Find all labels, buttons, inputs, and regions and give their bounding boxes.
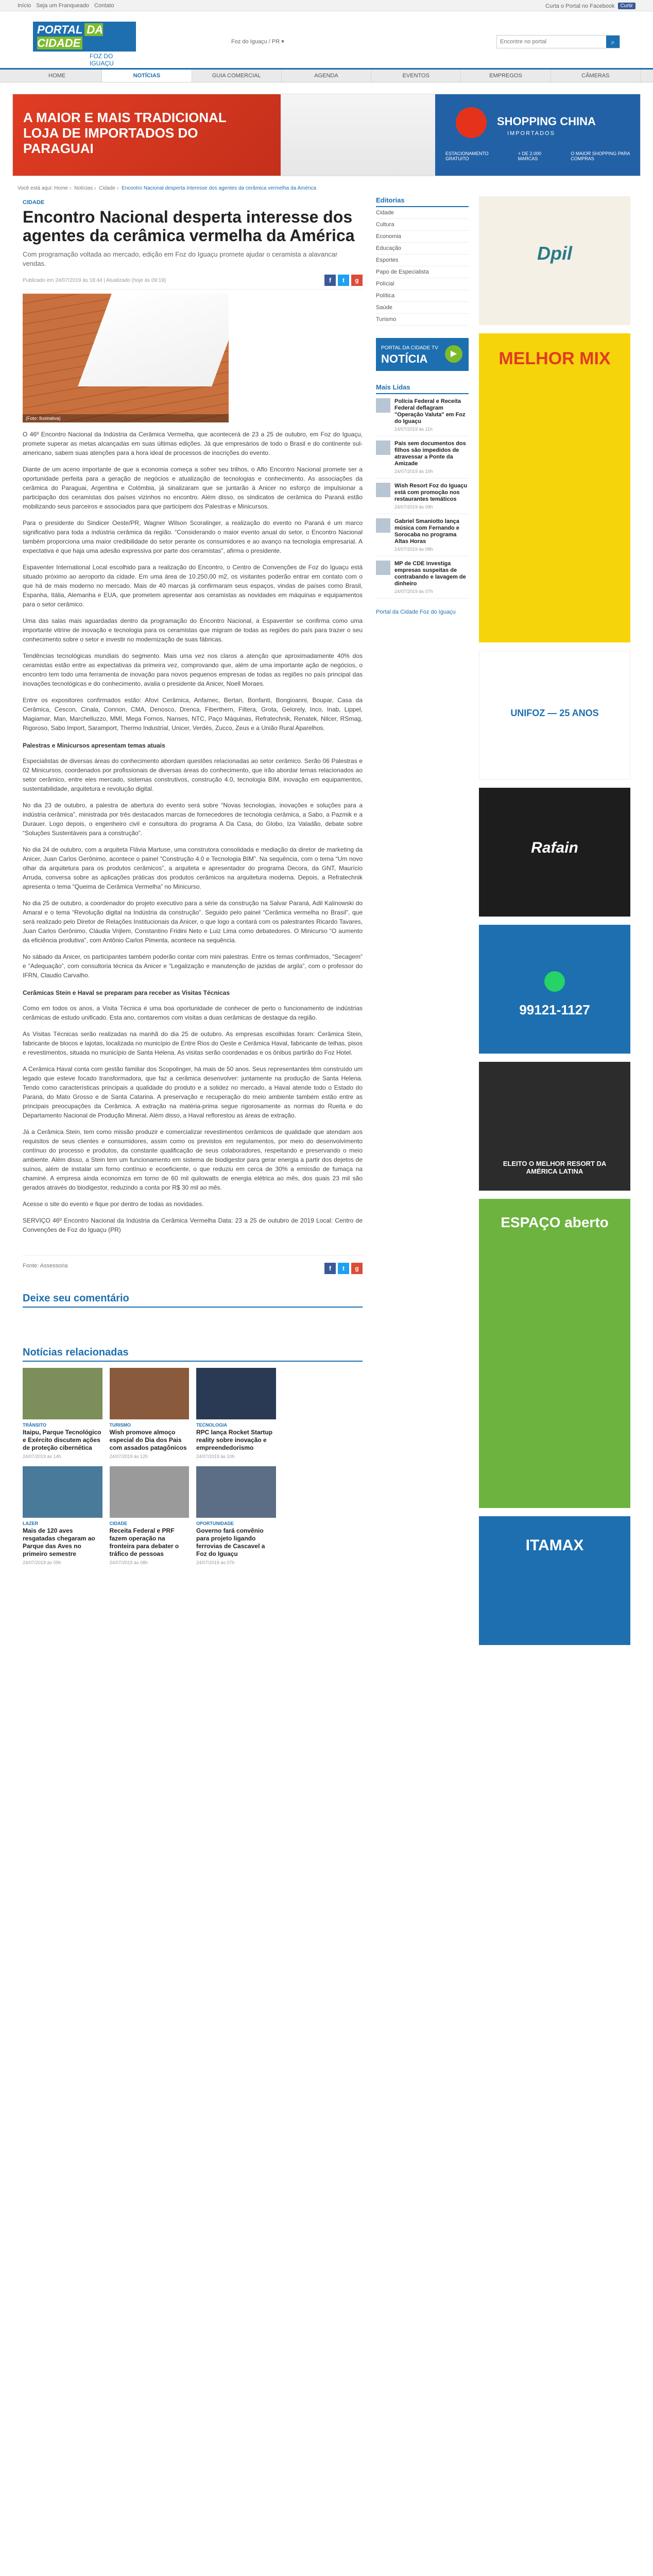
ad-whatsapp[interactable] (479, 925, 630, 1054)
related-category: CIDADE (109, 1521, 128, 1526)
nav-agenda[interactable]: AGENDA (282, 70, 371, 82)
banner-brand: SHOPPING CHINA (497, 115, 596, 128)
related-date: 24/07/2019 às 12h (109, 1454, 148, 1459)
nav-business-guide[interactable]: GUIA COMERCIAL (192, 70, 282, 82)
breadcrumb-category[interactable]: Cidade (99, 185, 115, 191)
paragraph: Tendências tecnológicas mundiais do segmento. Mais uma vez nos claros a atenção que aproximadamente 40% dos ceramistas estão entre as expectativas da primeira vez, comprovando que, além de uma importante ação de negócios, o encontro tem todo uma ferramenta de inovação para novos pequenos empresas de todas as regiões no país principal das inovações tecnológicas e do conhecimento, avalia o presidente da Anicer, Noell Moraes. (23, 652, 363, 687)
ad-melhor-mix[interactable] (479, 333, 630, 642)
ad-espaco-aberto[interactable] (479, 1199, 630, 1508)
editoria-link[interactable]: Educação (376, 243, 469, 255)
paragraph: Especialistas de diversas áreas do conhecimento abordam questões relacionadas ao setor cerâmico. Serão 06 Palestras e 02 Minicursos, coordenados por profissionais de diversas áreas do conhecimento, que irão abordar temas relacionados ao setor cerâmico, entre eles mercado, sistemas construtivos, construção 4.0, tecnologia BIM, inovação em equipamentos, sustentabilidade, arquitetura e revolução digital. (23, 757, 363, 792)
location-selector[interactable]: Foz do Iguaçu / PR ▾ (231, 39, 284, 45)
ad-text: 99121-1127 (519, 1002, 590, 1018)
nav-news[interactable]: NOTÍCIAS (102, 70, 192, 82)
related-grid (23, 1368, 363, 1565)
editoria-link[interactable]: Cultura (376, 219, 469, 231)
tv-title: NOTÍCIA (381, 352, 428, 365)
site-logo[interactable] (33, 22, 136, 67)
sidebar (376, 196, 469, 615)
main-nav (0, 68, 653, 82)
most-read-title: Mais Lidas (376, 383, 469, 394)
related-card[interactable] (23, 1466, 102, 1565)
article-lead: Com programação voltada ao mercado, edição em Foz do Iguaçu promete ajudar o ceramista a alavancar vendas. (23, 250, 338, 267)
related-image (23, 1368, 102, 1419)
facebook-share-icon[interactable]: f (324, 275, 336, 286)
googleplus-share-icon[interactable]: g (351, 275, 363, 286)
related-card-empty (283, 1368, 363, 1459)
paragraph: No dia 24 de outubro, com a arquiteta Flávia Martuse, uma construtora consolidada e mediação da diretor de marketing da Anicer, Juan Carlos Gerônimo, acontece o painel “Construção 4.0 e Tecnologia BIM”. Na sequência, com o tema “Um novo olhar da arquitetura para os produtos cerâmicos”, a arquiteta e apresentador do programa Decora, da GNT, Maurício Arruda, conversa sobre as aplicações práticas dos produtos cerâmicos na arquitetura moderna. Depois, a Refratechnik apresenta o tema “Queima de Cerâmica Vermelha” no Minicurso. (23, 846, 363, 890)
paragraph: No dia 25 de outubro, a coordenador do projeto executivo para a série da construção na Salvar Paraná, Adil Kalinowski do Amaral e o tema “Revolução digital na Indústria da construção”. Seguido pelo painel “Cerâmica vermelha no Brasil”, que será realizado pelo Diretor de Relações Institucionais da Anicer, o que logo a contará com os palestrantes Ricardo Tavares, Juan Carlos Gerônimo, Cláudia Vrijlem, Constantino Fridini Neto e Luiz Lima como debatedores. O Minicurso “O aumento da eficiência produtiva”, com Antônio Carlos Pimenta, acontece na sequência. (23, 900, 363, 944)
ad-dpil[interactable] (479, 196, 630, 325)
paragraph: O 46º Encontro Nacional da Indústria da Cerâmica Vermelha, que acontecerá de 23 a 25 de outubro, em Foz do Iguaçu, promete superar as metas alcançadas em suas últimas edições. Já que empresários de todo o Brasil e do continente sul-americano, sabem suas atenções para a hora ideal de processos de inscrições do evento. (23, 431, 363, 456)
related-date: 24/07/2019 às 10h (196, 1454, 235, 1459)
ad-rafain[interactable] (479, 788, 630, 917)
paragraph: Diante de um aceno importante de que a economia começa a sofrer seu trilhos, o Aflo Encontro Nacional promete ser a oportunidade perfeita para a geração de negócios e atualização de tecnologias e conhecimento. As associações da cerâmica do Paraguai, Argentina e Colômbia, já sinalizaram que se juntarão à Anicer no esforço de impulsionar a participação dos ceramistas dos países vizinhos no encontro. Além disso, os sindicatos de cerâmica do Paraná estão mobilizando seus parceiros e associados para que participem dos Palestras e Minicursos. (23, 466, 363, 510)
related-date: 24/07/2019 às 09h (23, 1560, 61, 1565)
most-read-headline: Pais sem documentos dos filhos são impedidos de atravessar a Ponte da Amizade (394, 440, 466, 467)
most-read-item[interactable] (376, 479, 469, 514)
ad-column (479, 196, 630, 1653)
most-read-date: 24/07/2019 às 10h (394, 469, 433, 474)
paragraph: Espaventer International Local escolhido para a realização do Encontro, o Centro de Convenções de Foz do Iguaçu está situado próximo ao aeroporto da cidade. Em uma área de 10.250,00 m2, os visitantes poderão entrar em contato com o que há de mais moderno no mercado. Mais de 40 marcas já confirmaram seus espaços, vindas de países como Brasil, Espanha, Itália, Alemanha e EUA, que prometem apresentar aos ceramistas as novidades em máquinas e equipamentos para o setor cerâmico. (23, 564, 363, 608)
top-bar (0, 0, 653, 11)
related-card[interactable] (23, 1368, 102, 1459)
shopping-china-logo-icon (456, 107, 487, 138)
photo-caption: (Foto: Ilustrativa) (23, 414, 229, 422)
paragraph: No dia 23 de outubro, a palestra de abertura do evento será sobre “Novas tecnologias, inovações e soluções para a indústria cerâmica”, ministrada por três destacados marcas de fornecedores de tecnologia cerâmica, a Sabo, a Pazmik e a Durauer. Logo depois, o engenheiro civil e consultora do programa A Da Casa, do Globo, Iza Valadão, debate sobre “Soluções Sustentáveis para a construção”. (23, 802, 363, 837)
ad-text: ESPAÇO aberto (501, 1214, 609, 1230)
paragraph: Entre os expositores confirmados estão: Afovi Cerâmica, Anfamec, Bertan, Bonfanti, Bongioanni, Boupar, Casa da Cerâmica, Cescon, Cinala, Connon, CMA, Denosco, Drenca, Fiberthern, Filtera, Grota, Gelorely, Inco, Inab, Lippel, Magiamar, Man, Marchelluzzo, MMI, Mega Fornos, Nanses, NTC, Paço Máquinas, Refratechnik, Renatek, Nilcer, RSmag, Rigoroso, Sabo Import, Saramport, Thermo Industrial, Unicer, Verdés, Zucco, Zeus e a União Rural Aparelhos. (23, 697, 363, 732)
paragraph: Já a Cerâmica Stein, tem como missão produzir e comercializar revestimentos cerâmicos de qualidade que atendam aos requisitos de seus clientes e consumidores, assim como os previstos em regulamentos, por meio do desenvolvimento contínuo do processo e produtos, da constante qualificação de seus colaboradores, respeitando e preservando o meio ambiente. Além disso, a Stein tem um funcionamento em sistema de biodigestor para gerar energia a partir dos dejetos de suínos, além de instalar um forno contínuo e ecoeficiente, o que reduziu em cerca de 30% a emissão de fumaça na chaminé. A empresa ainda economiza em torno de 60 mil quilowatts de energia elétrica ao mês, dos quais 23 mil são gerados através do biodigestor, reduzindo a conta por R$ 30 mil ao mês. (23, 1128, 363, 1191)
banner-feature: + DE 2.000 MARCAS (518, 151, 542, 161)
breadcrumb-current: Encontro Nacional desperta interesse dos agentes da cerâmica vermelha da América (122, 185, 317, 191)
related-image (23, 1466, 102, 1518)
ad-text: ELEITO O MELHOR RESORT DA AMÉRICA LATINA (503, 1160, 607, 1175)
most-read-date: 24/07/2019 às 09h (394, 504, 433, 510)
comments-title: Deixe seu comentário (23, 1293, 363, 1308)
related-category: TURISMO (109, 1422, 131, 1428)
twitter-share-icon[interactable]: t (338, 275, 349, 286)
editoria-link[interactable]: Economia (376, 231, 469, 243)
most-read-thumb (376, 483, 390, 497)
related-category: TRÂNSITO (23, 1422, 46, 1428)
related-image (196, 1368, 276, 1419)
related-category: LAZER (23, 1521, 38, 1526)
related-image (110, 1368, 190, 1419)
comments-area[interactable] (23, 1308, 363, 1328)
banner-feature: ESTACIONAMENTO GRATUITO (445, 151, 489, 161)
banner-product-image (281, 94, 435, 176)
nav-events[interactable]: EVENTOS (371, 70, 461, 82)
logo-city: DA CIDADE (37, 23, 104, 49)
editoria-link[interactable]: Esportes (376, 255, 469, 266)
most-read-date: 24/07/2019 às 07h (394, 589, 433, 594)
facebook-share-icon[interactable]: f (324, 1263, 336, 1274)
most-read-headline: Wish Resort Foz do Iguaçu está com promoção nos restaurantes temáticos (394, 483, 468, 502)
related-headline: Mais de 120 aves resgatadas chegaram ao Parque das Aves no primeiro semestre (23, 1527, 95, 1557)
related-date: 24/07/2019 às 08h (109, 1560, 148, 1565)
paragraph: Como em todos os anos, a Visita Técnica é uma boa oportunidade de conhecer de perto o funcionamento de indústrias cerâmicas de estudo unificado. Esta ano, contaremos com visitas a duas cerâmicas de destaque da região. (23, 1005, 363, 1021)
nav-home[interactable]: HOME (12, 70, 102, 82)
editorias-title: Editorias (376, 196, 469, 207)
nav-cameras[interactable]: CÂMERAS (551, 70, 641, 82)
ad-text: MELHOR MIX (499, 349, 611, 368)
most-read-thumb (376, 440, 390, 455)
related-image (196, 1466, 276, 1518)
related-card[interactable] (196, 1368, 276, 1459)
most-read-date: 24/07/2019 às 08h (394, 547, 433, 552)
editoria-link[interactable]: Saúde (376, 302, 469, 314)
breadcrumb: Você está aqui: Home › Notícias › Cidade › Encontro Nacional desperta interesse dos agentes da cerâmica vermelha da América (18, 185, 317, 191)
most-read-item[interactable] (376, 436, 469, 479)
most-read-item[interactable] (376, 514, 469, 556)
chevron-down-icon: ▾ (281, 39, 284, 45)
logo-text: PORTAL (37, 23, 83, 36)
ad-itamax[interactable] (479, 1516, 630, 1645)
paragraph[interactable]: Acesse o site do evento e fique por dentro de todas as novidades. (23, 1200, 204, 1208)
editoria-link[interactable]: Política (376, 290, 469, 302)
article-date: Publicado em 24/07/2019 às 18:44 | Atualizado (hoje às 09:19) (23, 277, 166, 283)
banner-headline: A MAIOR E MAIS TRADICIONAL LOJA DE IMPORTADOS DO PARAGUAI (23, 110, 227, 156)
most-read-item[interactable] (376, 394, 469, 436)
article-category[interactable]: CIDADE (23, 199, 45, 206)
related-category: TECNOLOGIA (196, 1422, 227, 1428)
related-date: 24/07/2019 às 07h (196, 1560, 235, 1565)
subheading: Cerâmicas Stein e Haval se preparam para receber as Visitas Técnicas (23, 989, 230, 996)
most-read (376, 383, 469, 599)
topbar-facebook-text: Curta o Portal no Facebook (545, 3, 615, 9)
article (23, 196, 363, 1565)
article-title: Encontro Nacional desperta interesse dos agentes da cerâmica vermelha da América (23, 208, 355, 245)
breadcrumb-label: Você está aqui: (18, 185, 53, 191)
search-input[interactable] (497, 36, 606, 48)
paragraph: A Cerâmica Haval conta com gestão familiar dos Scopolinger, há mais de 50 anos. Seus representantes têm construído um legado que esteve focado transformadora, que faz a cerâmica desenvolver: juntamente na produção de Santa Helena. Tendo como características principais a qualidade do produto e a solidez no mercado, a Haval atende todo o Estado do Paraná, do Mato Grosso e de Santa Catarina. A preservação e recuperação do meio ambiente também estão entre as principais preocupações da Cerâmica. A extração na matéria-prima segue rigorosamente as normas do Rueita e do Departamento Nacional de Produção Mineral. Além disso, a Haval reflorestou as áreas de extração. (23, 1065, 363, 1119)
topbar-link-contact[interactable]: Contato (94, 3, 114, 9)
ad-text: UNIFOZ — 25 ANOS (510, 708, 599, 718)
googleplus-share-icon[interactable]: g (351, 1263, 363, 1274)
related-card-empty (283, 1466, 363, 1565)
editoria-link[interactable]: Polícial (376, 278, 469, 290)
breadcrumb-news[interactable]: Notícias (74, 185, 93, 191)
most-read-thumb (376, 518, 390, 533)
tv-news-banner[interactable] (376, 338, 469, 371)
nav-jobs[interactable]: EMPREGOS (461, 70, 551, 82)
paragraph: Para o presidente do Sindicer Oeste/PR, Wagner Wilson Scoralinger, a realização do evento no Paraná é um marco significativo para toda a indústria cerâmica da região. “Considerando o maior evento anual do setor, o Encontro Nacional também proporciona uma maior credibilidade do setor perante os consumidores e ao avanço na tecnologia empresarial. A expectativa é que haja uma adesão expressiva por parte dos ceramistas”, afirma o presidente. (23, 519, 363, 554)
related-image (110, 1466, 190, 1518)
ad-text: ITAMAX (525, 1537, 584, 1554)
most-read-headline: MP de CDE investiga empresas suspeitas de contrabando e lavagem de dinheiro (394, 561, 466, 587)
related-card[interactable] (110, 1466, 190, 1565)
paragraph: As Visitas Técnicas serão realizadas na manhã do dia 25 de outubro. As empresas escolhidas foram: Cerâmica Stein, fabricante de blocos e lajotas, localizada no município de Entre Rios do Oeste e Cerâmica Haval, fabricante de telhas, pisos e revestimentos, situada no município de Santa Helena. As visitas serão coordenadas e os ônibus partirão do Foz Hotel. (23, 1030, 363, 1056)
related-card[interactable] (110, 1368, 190, 1459)
search-bar (496, 35, 620, 48)
article-body (23, 430, 363, 1234)
paragraph: Uma das salas mais aguardadas dentro da programação do Encontro Nacional, a Espaventer se confirma como uma importante vitrine de inovação e tecnologia para os ceramistas que migram de todas as regiões do país para trazer o seu conhecimento sobre o setor e investir no modernização de suas fábricas. (23, 617, 363, 643)
most-read-thumb (376, 398, 390, 413)
related-headline: Wish promove almoço especial do Dia dos Pais com assados patagônicos (109, 1429, 187, 1451)
twitter-share-icon[interactable]: t (338, 1263, 349, 1274)
most-read-headline: Polícia Federal e Receita Federal deflagram "Operação Valuta" em Foz do Iguaçu (394, 398, 466, 425)
editoria-link[interactable]: Turismo (376, 314, 469, 326)
paragraph: No sábado da Anicer, os participantes também poderão contar com mini palestras. Entre os temas confirmados, “Secagem” e “Adequação”, com consultoria técnica da Anicer e “Legalização e manutenção de jazidas de argila”, com o professor do IFRN, Claudio Carvalho. (23, 953, 363, 979)
related-headline: Itaipu, Parque Tecnológico e Exército discutem ações de proteção cibernética (23, 1429, 101, 1451)
tv-label: PORTAL DA CIDADE TV (381, 345, 438, 351)
editoria-link[interactable]: Papo de Especialista (376, 266, 469, 278)
related-card[interactable] (196, 1466, 276, 1565)
related-headline: Governo fará convênio para projeto ligando ferrovias de Cascavel a Foz do Iguaçu (196, 1527, 265, 1557)
ad-text: Dpil (537, 243, 572, 264)
most-read-thumb (376, 561, 390, 575)
banner-feature: O MAIOR SHOPPING PARA COMPRAS (571, 151, 630, 161)
editoria-link[interactable]: Cidade (376, 207, 469, 219)
logo-subtitle: FOZ DO IGUAÇU (90, 53, 114, 67)
most-read-headline: Gabriel Smaniotto lança música com Fernando e Sorocaba no programa Altas Horas (394, 518, 459, 545)
related-title: Notícias relacionadas (23, 1347, 363, 1362)
most-read-date: 24/07/2019 às 11h (394, 427, 433, 432)
site-header (12, 11, 641, 68)
article-source: Fonte: Assessoria (23, 1263, 68, 1269)
play-icon: ▶ (445, 345, 462, 363)
ad-unifoz[interactable] (479, 651, 630, 779)
whatsapp-icon (544, 971, 565, 992)
article-photo (23, 294, 229, 422)
related-headline: RPC lança Rocket Startup reality sobre inovação e empreendedorismo (196, 1429, 273, 1451)
ad-text: Rafain (531, 839, 578, 856)
facebook-like-button[interactable]: Curtir (618, 3, 635, 9)
ad-wish[interactable] (479, 1062, 630, 1191)
facebook-page-link[interactable]: Portal da Cidade Foz do Iguaçu (376, 609, 456, 615)
breadcrumb-home[interactable]: Home (54, 185, 68, 191)
topbar-link-home[interactable]: Início (18, 3, 31, 9)
editorias-list (376, 207, 469, 326)
most-read-item[interactable] (376, 556, 469, 599)
paragraph: SERVIÇO 46º Encontro Nacional da Indústria da Cerâmica Vermelha Data: 23 a 25 de outubro de 2019 Local: Centro de Convenções de Foz do Iguaçu (PR) (23, 1217, 363, 1233)
related-date: 24/07/2019 às 14h (23, 1454, 61, 1459)
related-category: OPORTUNIDADE (196, 1521, 234, 1526)
related-headline: Receita Federal e PRF fazem operação na fronteira para debater o tráfico de pessoas (109, 1527, 179, 1557)
top-ad-banner[interactable] (12, 94, 641, 176)
search-icon[interactable]: ⌕ (606, 36, 620, 48)
subheading: Palestras e Minicursos apresentam temas atuais (23, 742, 165, 749)
topbar-link-franchise[interactable]: Seja um Franqueado (36, 3, 90, 9)
banner-brand-sub: IMPORTADOS (507, 130, 555, 137)
